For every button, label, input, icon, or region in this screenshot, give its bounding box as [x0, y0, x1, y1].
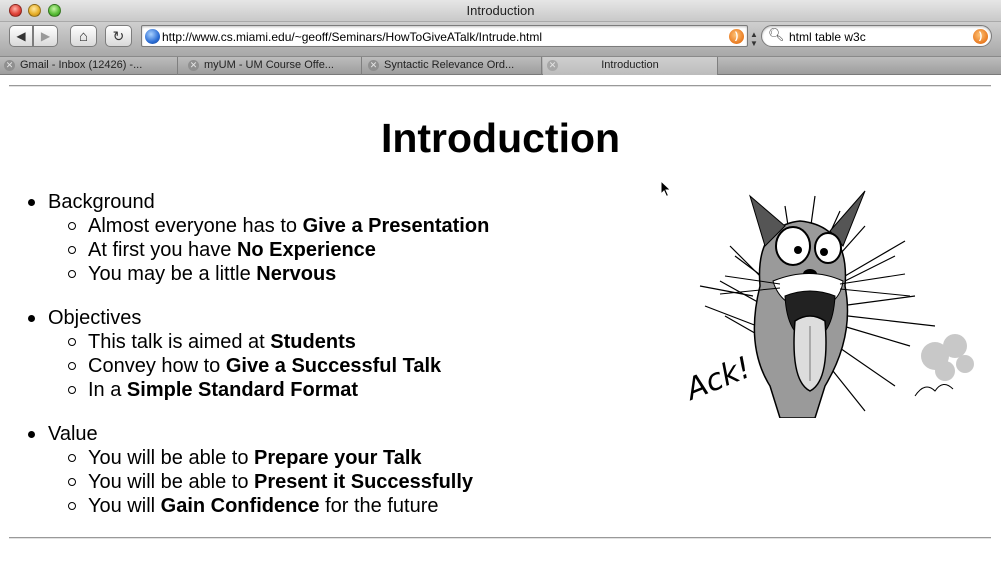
- outline-list: [0, 190, 489, 538]
- close-tab-icon[interactable]: ✕: [548, 60, 557, 70]
- home-button[interactable]: [70, 25, 97, 47]
- outline-section-value: [0, 422, 489, 518]
- list-item: At first you have No Experience: [0, 238, 489, 262]
- search-field[interactable]: [761, 25, 992, 47]
- page-title: Introduction: [380, 115, 621, 161]
- list-item: This talk is aimed at Students: [0, 330, 489, 354]
- address-bar[interactable]: [141, 25, 748, 47]
- top-divider: [9, 85, 991, 87]
- forward-button[interactable]: [33, 25, 58, 47]
- section-title: Background: [0, 190, 489, 214]
- startled-cat-illustration: [665, 186, 980, 418]
- section-title: Objectives: [0, 306, 489, 330]
- tab-bar: [0, 56, 1001, 75]
- back-arrow-icon: ◀: [16, 29, 26, 43]
- outline-section-background: [0, 190, 489, 286]
- bottom-divider: [9, 537, 991, 539]
- list-item: In a Simple Standard Format: [0, 378, 489, 402]
- tab-label: Gmail - Inbox (12426) -...: [20, 59, 143, 71]
- tab-gmail[interactable]: [0, 57, 178, 75]
- list-item: You will be able to Prepare your Talk: [0, 446, 489, 470]
- reload-icon: ↻: [112, 27, 125, 44]
- back-button[interactable]: [9, 25, 33, 47]
- section-title: Value: [0, 422, 489, 446]
- list-item: You will be able to Present it Successfully: [0, 470, 489, 494]
- window-titlebar: [0, 0, 1001, 22]
- home-icon: ⌂: [78, 27, 89, 45]
- list-item: You may be a little Nervous: [0, 262, 489, 286]
- site-globe-icon: [145, 29, 160, 44]
- list-item: Convey how to Give a Successful Talk: [0, 354, 489, 378]
- tab-label: Introduction: [601, 59, 659, 71]
- tab-label: Syntactic Relevance Ord...: [384, 59, 515, 71]
- close-tab-icon[interactable]: ✕: [189, 60, 198, 70]
- close-tab-icon[interactable]: ✕: [369, 60, 378, 70]
- list-item: Almost everyone has to Give a Presentation: [0, 214, 489, 238]
- close-tab-icon[interactable]: ✕: [5, 60, 14, 70]
- browser-toolbar: [0, 22, 1001, 56]
- reload-button[interactable]: [105, 25, 132, 47]
- address-dropdown-icon[interactable]: ▲ ▼: [750, 30, 758, 48]
- ack-exclamation: Ack!: [681, 350, 756, 408]
- mouse-pointer-icon: [660, 180, 672, 198]
- tab-introduction[interactable]: [543, 57, 718, 75]
- rss-feed-icon[interactable]: ): [729, 29, 744, 44]
- forward-arrow-icon: ▶: [40, 29, 51, 43]
- search-clear-icon[interactable]: ): [973, 29, 988, 44]
- tab-syntactic-relevance[interactable]: [364, 57, 542, 75]
- list-item: You will Gain Confidence for the future: [0, 494, 489, 518]
- tab-label: myUM - UM Course Offe...: [204, 59, 334, 71]
- tab-myum[interactable]: [184, 57, 362, 75]
- search-query-text[interactable]: html table w3c: [789, 30, 866, 44]
- window-title: Introduction: [466, 3, 535, 18]
- search-icon[interactable]: 🔍︎: [768, 27, 785, 42]
- outline-section-objectives: [0, 306, 489, 402]
- address-text[interactable]: http://www.cs.miami.edu/~geoff/Seminars/HowToGiveATalk/Intrude.html: [162, 30, 543, 44]
